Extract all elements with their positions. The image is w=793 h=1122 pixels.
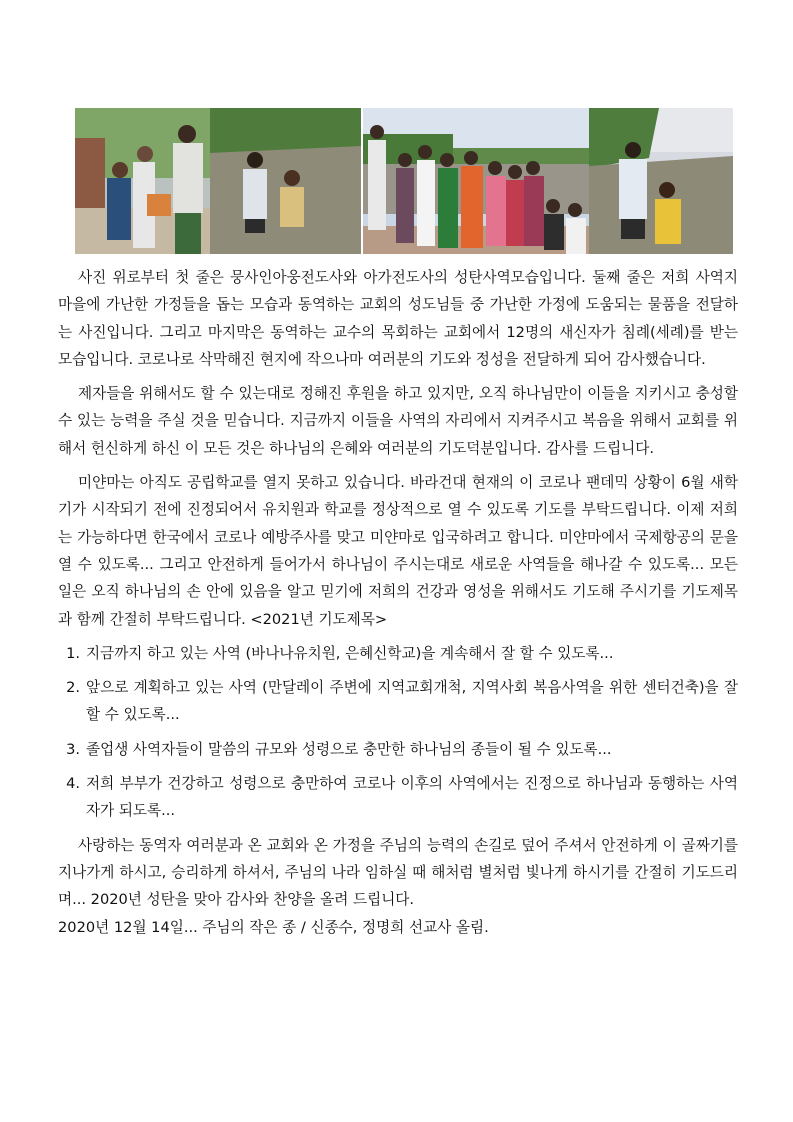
prayer-item-text: 앞으로 계획하고 있는 사역 (만달레이 주변에 지역교회개척, 지역사회 복음사역을 위한 센터건축)을 잘 할 수 있도록... <box>86 679 738 724</box>
paragraph-myanmar-situation: 미얀마는 아직도 공립학교를 열지 못하고 있습니다. 바라건대 현재의 이 코로나 팬데믹 상황이 6월 새학기가 시작되기 전에 진정되어서 유치원과 학교를 정상적으로 열 수 있도록 기도를 부탁드립니다. 이제 저희는 가능하다면 한국에서 코로나 예방주사를 맞고 미얀마로 입국하려고 합니다. 미얀마에서 국제항공의 문을 열 수 있도록... 그리고 안전하게 들어가서 하나님이 주시는대로 새로운 사역들을 해나갈 수 있도록... 모든 일은 오직 하나님의 손 안에 있음을 알고 믿기에 저희의 건강과 영성을 위해서도 기도해 주시기를 기도제목과 함께 간절히 부탁드립니다. <2021년 기도제목> <box>58 474 738 628</box>
prayer-item <box>58 640 738 667</box>
prayer-item <box>58 736 738 763</box>
prayer-item-number: 4. <box>66 775 80 793</box>
paragraph-photo-description: 사진 위로부터 첫 줄은 뭉사인아웅전도사와 아가전도사의 성탄사역모습입니다. 둘째 줄은 저희 사역지 마을에 가난한 가정들을 돕는 모습과 동역하는 교회의 성도님들 중 가난한 가정에 도움되는 물품을 전달하는 사진입니다. 그리고 마지막은 동역하는 교수의 목회하는 교회에서 12명의 새신자가 침례(세례)를 받는 모습입니다. 코로나로 삭막해진 현지에 작으나마 여러분의 기도와 정성을 전달하게 되어 감사했습니다. <box>58 269 738 368</box>
photo-village-gift <box>75 108 210 254</box>
prayer-item-text: 졸업생 사역자들이 말씀의 규모와 성령으로 충만한 하나님의 종들이 될 수 있도록... <box>86 740 612 758</box>
photo-strip <box>75 108 733 254</box>
photo-church-group <box>363 108 589 254</box>
paragraph-disciples: 제자들을 위해서도 할 수 있는대로 정해진 후원을 하고 있지만, 오직 하나님만이 이들을 지키시고 충성할 수 있는 능력을 주실 것을 믿습니다. 지금까지 이들을 사역의 자리에서 지켜주시고 복음을 위해서 교회를 위해서 헌신하게 하신 이 모든 것은 하나님의 은혜와 여러분의 기도덕분입니다. 감사를 드립니다. <box>58 385 738 457</box>
signature: 2020년 12월 14일... 주님의 작은 종 / 신종수, 정명희 선교사 올림. <box>58 918 489 936</box>
prayer-item-number: 3. <box>66 740 80 758</box>
photo-baptism-2 <box>589 108 733 254</box>
prayer-item-number: 2. <box>66 679 80 697</box>
prayer-item-text: 지금까지 하고 있는 사역 (바나나유치원, 은혜신학교)을 계속해서 잘 할 수 있도록... <box>86 644 614 662</box>
prayer-item <box>58 770 738 825</box>
prayer-item-text: 저희 부부가 건강하고 성령으로 충만하여 코로나 이후의 사역에서는 진정으로 하나님과 동행하는 사역자가 되도록... <box>86 775 738 820</box>
photo-baptism-1 <box>210 108 361 254</box>
letter-body <box>58 264 738 941</box>
paragraph-closing: 사랑하는 동역자 여러분과 온 교회와 온 가정을 주님의 능력의 손길로 덮어 주셔서 안전하게 이 골짜기를 지나가게 하시고, 승리하게 하셔서, 주님의 나라 임하실 때 해처럼 별처럼 빛나게 하시기를 간절히 기도드리며... 2020년 성탄을 맞아 감사와 찬양을 올려 드립니다. <box>58 836 738 909</box>
prayer-item-number: 1. <box>66 644 80 662</box>
prayer-item <box>58 674 738 729</box>
